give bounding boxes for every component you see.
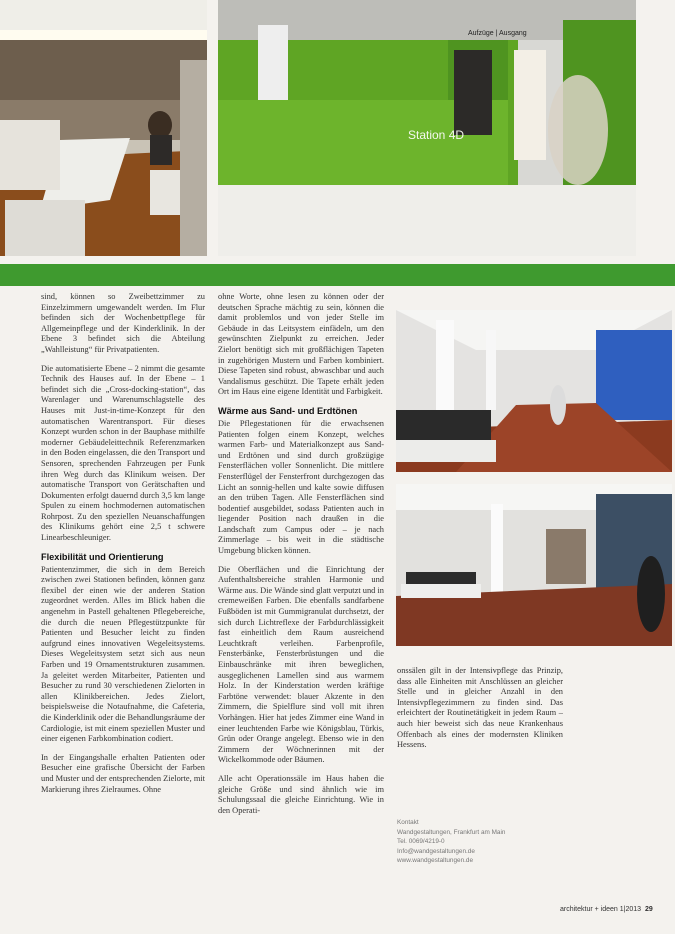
ward-corridor-photo [218, 0, 636, 256]
credits-line: Wandgestaltungen, Frankfurt am Main [397, 828, 506, 836]
publication-name: architektur + ideen 1|2013 [560, 906, 642, 913]
col2-paragraph-3: Die Oberflächen und die Einrichtung der Aufenthaltsbereiche strahlen Harmonie und Wärme aus. Die Wände sind glatt verputzt und in cremeweißen Farben. Die ebenfalls sandfarbene Fußböden ist mit Gummigranulat durchsetzt, der sich durch Lichtreflexe der Farbdurchlässigkeit fast einheitlich dem Raum ausreichend Leuchtkraft verleihen. Farbenprofile, Fensterbänke, Fensterbrüstungen und die Einbauschränke mit ihren beweglichen, ausgeglichenen Lamellen sind aus warmem Holz. In der Kinderstation werden kräftige Farbtöne verwendet: blauer Akzente in den Zimmern, die Spielflure sind voll mit ihren Vorhängen. Hier hat jedes Zimmer eine Wand in einer leuchtenden Farbe wie Königsblau, Türkis, Grün oder Orange angelegt. Ebenso wie in den Zimmern der Wöchnerinnen mit der Wickelkommode oder Bäumen. [218, 564, 384, 765]
text-column-2 [218, 292, 384, 917]
col1-heading: Flexibilität und Orientierung [41, 551, 164, 562]
text-column-1 [41, 292, 205, 917]
color-band [0, 264, 675, 286]
page-footer [560, 906, 653, 913]
wall-sign: Aufzüge | Ausgang [468, 30, 527, 37]
col1-paragraph-1: sind, können so Zweibettzimmer zu Einzelzimmern umgewandelt werden. Im Flur befinden sich der Wochenbettpflege für Allgemeinpflege und der Kinderklinik. In der Ebene 3 befindet sich die Abteilung „Wahlleistung“ für Privatpatienten. [41, 292, 205, 354]
col1-paragraph-2: Die automatisierte Ebene – 2 nimmt die gesamte Technik des Hauses auf. In der Ebene – 1 befindet sich die „Cross-docking-station“, das Warenlager und Warenumschlagstelle des Hauses mit Just-in-time-Konzept für den automatischen Warentransport. Für dieses Konzept wurden schon in der Bauphase mithilfe moderner Gebäudeleittechnik Referenzmarken in den Boden eingelassen, die den Transport und Sensoren, sprechenden Fahrzeugen per Funk ihren Weg durch das Klinikum weisen. Der automatische Transport von Gerätschaften und Dokumenten erfolgt dauernd durch 3,5 km lange Spulen zu einem hochmodernen automatischen Rohrpost. Zu den speziellen Neuanschaffungen des Klinikums gehört eine 2,5 t schwere Linearbeschleuniger. [41, 363, 205, 543]
col2-paragraph-4: Alle acht Operationssäle im Haus haben die gleiche Größe und sind ähnlich wie im Schulungssaal die gleiche Einrichtung. Wie in den Operati- [218, 773, 384, 815]
col3-paragraph-1: onssälen gilt in der Intensivpflege das Prinzip, dass alle Einheiten mit Anschlüssen an gleicher Stelle und in gleicher Anzahl in den Intensivpflegezimmern zu finden sind. Das erleichtert der Routinetätigkeit in jedem Raum – auch hier beweist sich das neue Krankenhaus Offenbach als eines der modernsten Kliniken Hessens. [397, 666, 563, 750]
credits-line: Tel. 0069/4219-0 [397, 838, 445, 846]
lobby-photo [396, 310, 672, 472]
credits-line: Info@wandgestaltungen.de [397, 847, 475, 855]
contact-credits [397, 818, 557, 866]
ward-sign: Station 4D [408, 128, 465, 142]
col2-paragraph-1: ohne Worte, ohne lesen zu können oder der deutschen Sprache mächtig zu sein, können die damit problemlos und von jeder Stelle im Gebäude in das Leitsystem einfädeln, um den gewünschten Zielpunkt zu erreichen. Jeder Zielort benötigt sich mit großflächigen Tapeten in zugehörigen Mustern und Farben kombiniert. Diese Tapeten sind robust, abwaschbar und auch Vandalismus geschützt. Die Tapete erhält jeden Ort im Haus eine eigene Identität und Farbigkeit. [218, 292, 384, 397]
col1-paragraph-3: Patientenzimmer, die sich in dem Bereich zwischen zwei Stationen befinden, können ganz flexibel der einen wie der anderen Station zugeordnet werden. Alles im Blick haben die angenehm in Pastell gehaltenen Pflegebereiche, die durch die neuen Pflegestützpunkte für Patienten und Besucher leicht zu finden aufgrund eines innovativen Wegeleitsystems. Dieses Wegeleitsystem setzt sich aus neun Farben und 19 Ornamentstrukturen zusammen. Ja geleitet werden Mitarbeiter, Patienten und Besucher zu rund 30 verschiedenen Zielorten in allen Klinikbereichen. Jedes Zielort, beispielsweise die Notaufnahme, die Cafeteria, die Kinderklinik oder die Behandlungsräume der Cardiologie, ist mit einem speziellen Muster und einer eigenen Farbkombination codiert. [41, 564, 205, 744]
col2-paragraph-2: Die Pflegestationen für die erwachsenen Patienten folgen einem Konzept, welches warmen Farb- und Materialkonzept aus Sand- und Erdtönen und sind durch großzügige Fensterflächen voller Sonnenlicht. Die mittlere Fensterflügel der Fensterfront durchgezogen das Licht an sonnig-hellen und kalte sowie diffusen an den trüben Tagen. Alle Fensterflächen sind bodentief ausgebildet, sodass Patienten auch in liegender Position nach draußen in die Landschaft zum Campus oder – je nach Zimmerlage – bis weit in die städtische Umgebung blicken können. [218, 418, 384, 556]
text-column-3 [397, 666, 563, 759]
cafeteria-photo [0, 0, 207, 256]
col1-paragraph-4: In der Eingangshalle erhalten Patienten oder Besucher eine grafische Übersicht der Farben und Muster und der entsprechenden Zielorte, mit Markierung ihres Zielraumes. Ohne [41, 752, 205, 794]
col2-heading: Wärme aus Sand- und Erdtönen [218, 405, 358, 416]
page-number: 29 [645, 906, 653, 913]
credits-label: Kontakt [397, 819, 419, 826]
atrium-photo [396, 484, 672, 646]
credits-line: www.wandgestaltungen.de [397, 857, 474, 865]
